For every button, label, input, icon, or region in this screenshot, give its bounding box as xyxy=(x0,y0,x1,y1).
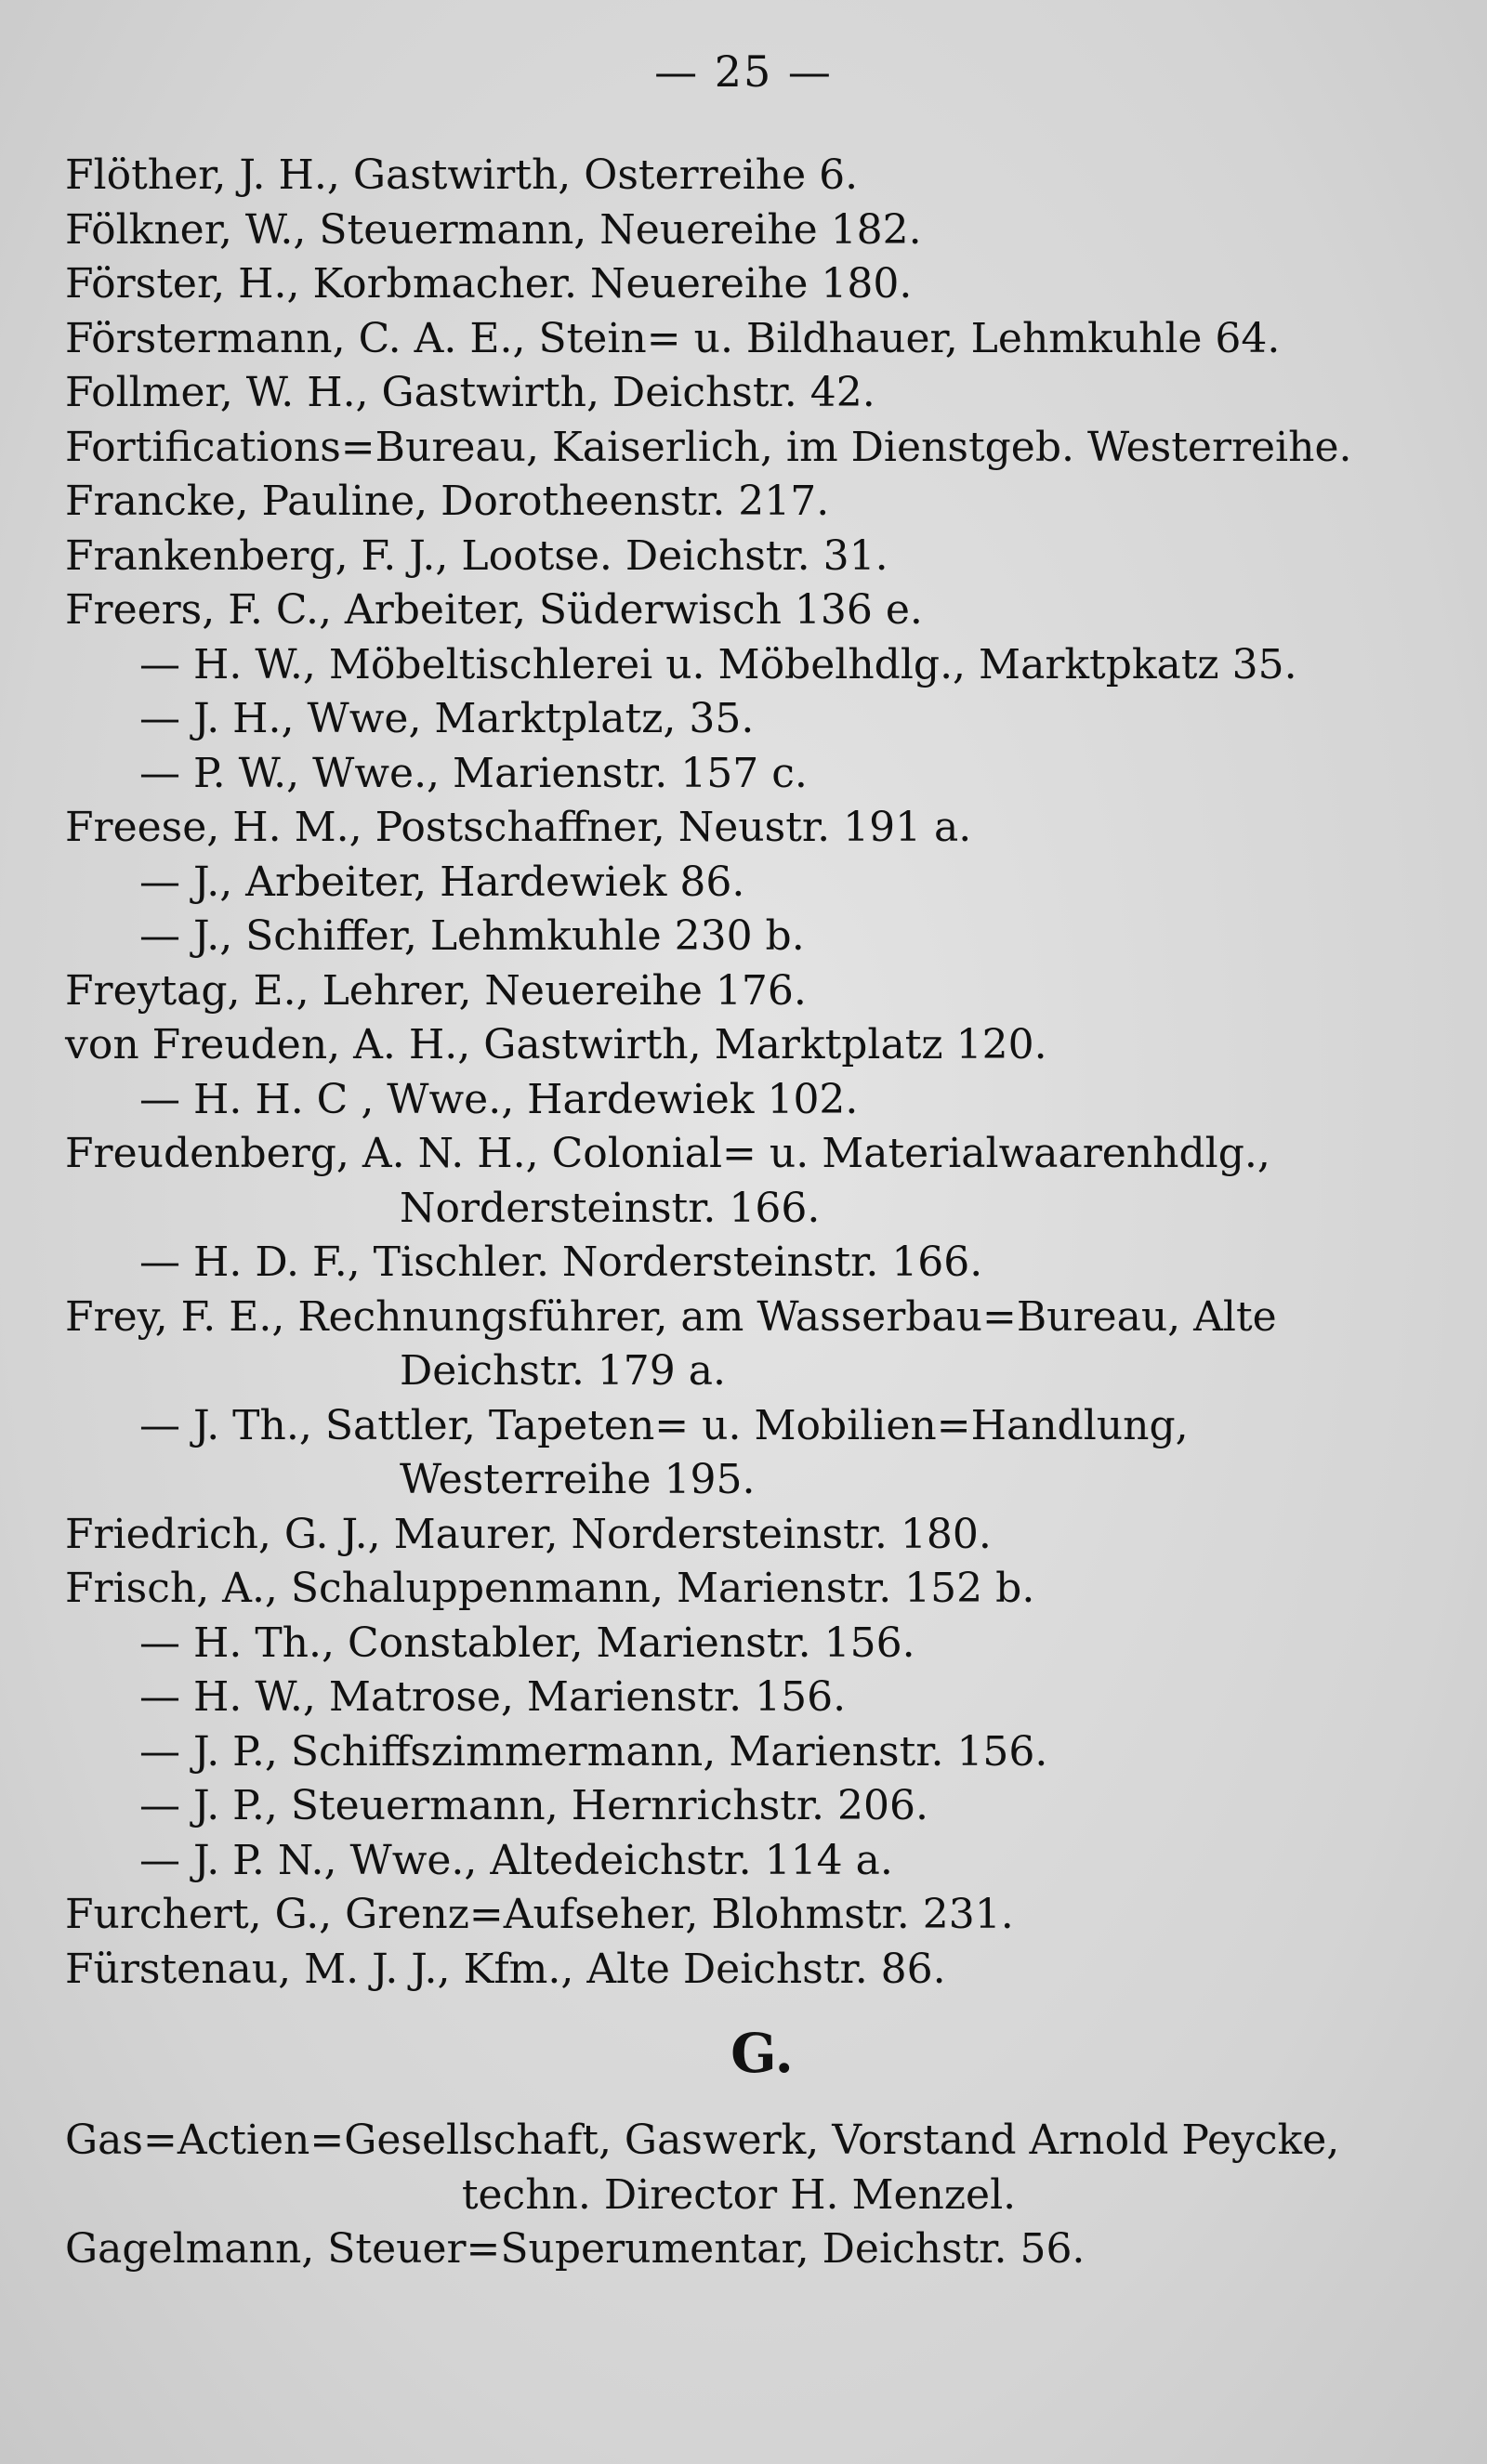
entry-line: Follmer, W. H., Gastwirth, Deichstr. 42. xyxy=(65,369,875,416)
entry-line: Fürstenau, M. J. J., Kfm., Alte Deichstr. 86. xyxy=(65,1945,946,1993)
entry-line: Förster, H., Korbmacher. Neuereihe 180. xyxy=(65,260,913,308)
entry-line: Frisch, A., Schaluppenmann, Marienstr. 152 b. xyxy=(65,1565,1035,1612)
entry-line: Freytag, E., Lehrer, Neuereihe 176. xyxy=(65,966,807,1015)
entry-sub-line: — J. P., Schiffszimmermann, Marienstr. 156. xyxy=(139,1727,1048,1776)
entry-line: Freese, H. M., Postschaffner, Neustr. 191 a. xyxy=(65,804,972,851)
entry-sub-line: — H. Th., Constabler, Marienstr. 156. xyxy=(139,1619,915,1667)
entry-sub-line: — H. W., Möbeltischlerei u. Möbelhdlg., Marktpkatz 35. xyxy=(139,640,1297,688)
entry-sub-line: — J., Arbeiter, Hardewiek 86. xyxy=(139,858,745,906)
entry-sub-line: — J., Schiffer, Lehmkuhle 230 b. xyxy=(139,912,805,960)
entry-line: Fortifications=Bureau, Kaiserlich, im Dienstgeb. Westerreihe. xyxy=(65,423,1352,471)
section-letter: G. xyxy=(730,2022,794,2085)
entry-line: Friedrich, G. J., Maurer, Nordersteinstr. 180. xyxy=(65,1510,992,1558)
entry-sub-line: — J. Th., Sattler, Tapeten= u. Mobilien=Handlung, xyxy=(139,1401,1189,1449)
entry-line: Fölkner, W., Steuermann, Neuereihe 182. xyxy=(65,205,922,254)
entry-sub-line: — J. H., Wwe, Marktplatz, 35. xyxy=(139,695,755,742)
entry-line: Gas=Actien=Gesellschaft, Gaswerk, Vorstand Arnold Peycke, xyxy=(65,2117,1340,2164)
entry-line: Förstermann, C. A. E., Stein= u. Bildhauer, Lehmkuhle 64. xyxy=(65,314,1281,362)
entry-line: Freers, F. C., Arbeiter, Süderwisch 136 e. xyxy=(65,586,923,634)
entry-sub-line: — J. P. N., Wwe., Altedeichstr. 114 a. xyxy=(139,1836,893,1884)
directory-entries xyxy=(65,149,1394,2277)
entry-sub-line: — H. D. F., Tischler. Nordersteinstr. 166. xyxy=(139,1239,983,1286)
entry-continuation: Deichstr. 179 a. xyxy=(400,1347,726,1395)
page-number: — 25 — xyxy=(654,46,833,97)
entry-line: Gagelmann, Steuer=Superumentar, Deichstr. 56. xyxy=(65,2225,1086,2273)
entry-sub-line: — H. H. C , Wwe., Hardewiek 102. xyxy=(139,1075,859,1123)
entry-continuation: Westerreihe 195. xyxy=(400,1456,756,1503)
entry-line: Freudenberg, A. N. H., Colonial= u. Materialwaarenhdlg., xyxy=(65,1130,1270,1177)
entry-sub-line: — P. W., Wwe., Marienstr. 157 c. xyxy=(139,749,808,797)
entry-sub-line: — H. W., Matrose, Marienstr. 156. xyxy=(139,1673,847,1721)
entry-line: Francke, Pauline, Dorotheenstr. 217. xyxy=(65,478,830,525)
entry-line: Furchert, G., Grenz=Aufseher, Blohmstr. 231. xyxy=(65,1891,1014,1938)
entry-continuation: Nordersteinstr. 166. xyxy=(400,1184,821,1232)
entry-line: Frankenberg, F. J., Lootse. Deichstr. 31. xyxy=(65,531,888,580)
entry-line: Frey, F. E., Rechnungsführer, am Wasserbau=Bureau, Alte xyxy=(65,1292,1277,1341)
entry-sub-line: — J. P., Steuermann, Hernrichstr. 206. xyxy=(139,1782,928,1829)
entry-continuation: techn. Director H. Menzel. xyxy=(461,2170,1017,2219)
entry-line: von Freuden, A. H., Gastwirth, Marktplatz 120. xyxy=(65,1021,1047,1068)
entry-line: Flöther, J. H., Gastwirth, Osterreihe 6. xyxy=(65,151,859,199)
